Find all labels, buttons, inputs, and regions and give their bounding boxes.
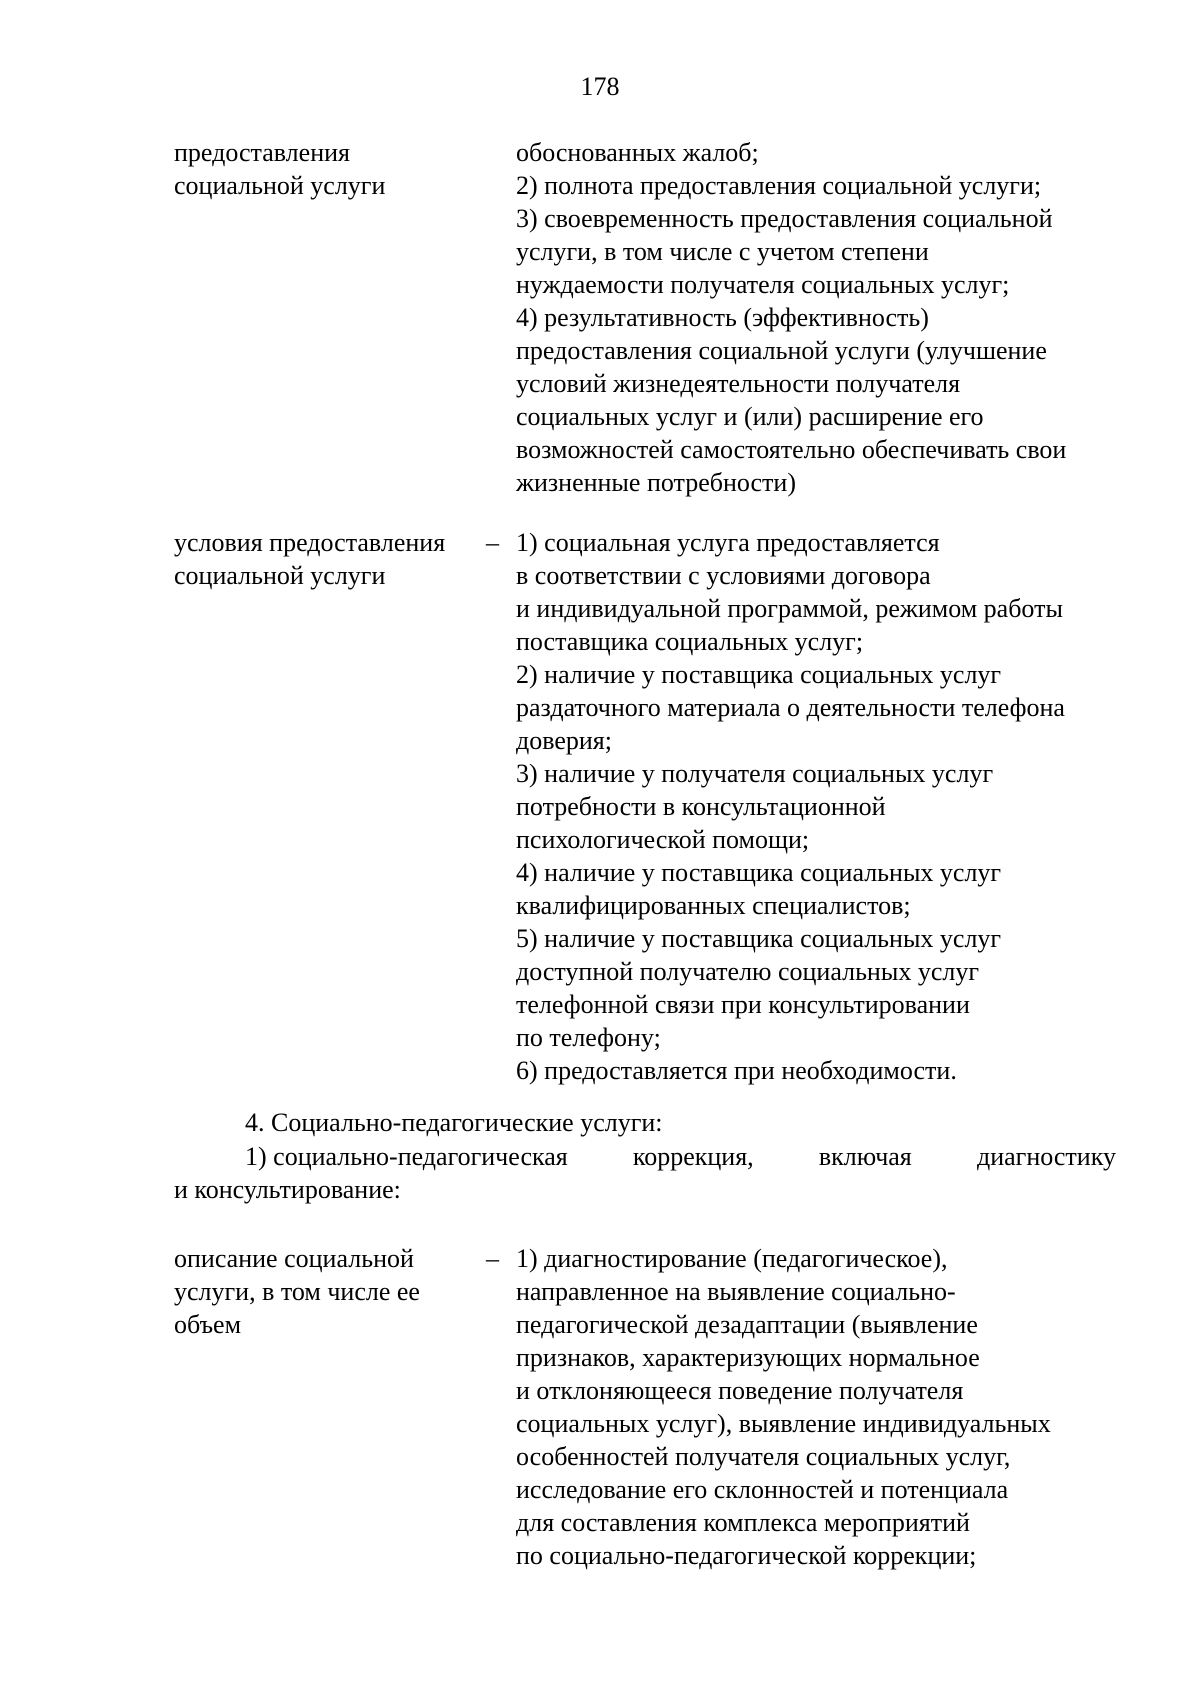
desc-line: социальных услуг), выявление индивидуальных <box>516 1409 1051 1438</box>
desc-line: направленное на выявление социально- <box>516 1277 956 1306</box>
term-line: социальной услуги <box>174 171 386 200</box>
term-line: условия предоставления <box>174 528 446 557</box>
desc-line: 1) социальная услуга предоставляется <box>516 528 940 557</box>
desc-line: признаков, характеризующих нормальное <box>516 1343 980 1372</box>
desc-line: услуги, в том числе с учетом степени <box>516 237 929 266</box>
desc-line: педагогической дезадаптации (выявление <box>516 1310 978 1339</box>
row-description <box>516 136 1136 499</box>
desc-line: квалифицированных специалистов; <box>516 891 911 920</box>
desc-line: психологической помощи; <box>516 825 810 854</box>
term-line: социальной услуги <box>174 561 386 590</box>
desc-line: предоставления социальной услуги (улучшение <box>516 336 1047 365</box>
desc-line: 2) полнота предоставления социальной услуги; <box>516 171 1042 200</box>
desc-line: 3) наличие у получателя социальных услуг <box>516 759 994 788</box>
subsection-title <box>174 1140 1116 1206</box>
row-term <box>174 1242 484 1341</box>
desc-line: 5) наличие у поставщика социальных услуг <box>516 924 1002 953</box>
desc-line: жизненные потребности) <box>516 468 796 497</box>
desc-line: особенностей получателя социальных услуг, <box>516 1442 1011 1471</box>
desc-line: обоснованных жалоб; <box>516 138 759 167</box>
term-line: услуги, в том числе ее <box>174 1277 420 1306</box>
subsection-first-line <box>174 1140 1116 1173</box>
desc-line: доступной получателю социальных услуг <box>516 957 979 986</box>
desc-line: поставщика социальных услуг; <box>516 627 864 656</box>
term-line: предоставления <box>174 138 350 167</box>
row-term <box>174 526 484 592</box>
desc-line: исследование его склонностей и потенциала <box>516 1475 1009 1504</box>
desc-line: нуждаемости получателя социальных услуг; <box>516 270 1010 299</box>
desc-line: по социально-педагогической коррекции; <box>516 1541 977 1570</box>
desc-line: 6) предоставляется при необходимости. <box>516 1056 957 1085</box>
row-dash: – <box>486 528 499 557</box>
term-line: описание социальной <box>174 1244 414 1273</box>
section-heading: 4. Социально-педагогические услуги: <box>245 1108 663 1137</box>
row-description <box>516 526 1136 1087</box>
desc-line: 3) своевременность предоставления социальной <box>516 204 1053 233</box>
desc-line: 1) диагностирование (педагогическое), <box>516 1244 948 1273</box>
subsection-word: коррекция, <box>632 1142 754 1171</box>
subsection-word: включая <box>818 1142 912 1171</box>
desc-line: по телефону; <box>516 1023 661 1052</box>
page-number: 178 <box>580 72 620 101</box>
subsection-word: 1) социально-педагогическая <box>245 1142 568 1171</box>
desc-line: 2) наличие у поставщика социальных услуг <box>516 660 1002 689</box>
desc-line: телефонной связи при консультировании <box>516 990 970 1019</box>
subsection-word: диагностику <box>976 1142 1116 1171</box>
subsection-second-line: и консультирование: <box>174 1175 401 1204</box>
row-description <box>516 1242 1136 1572</box>
desc-line: потребности в консультационной <box>516 792 886 821</box>
row-term <box>174 136 484 202</box>
desc-line: условий жизнедеятельности получателя <box>516 369 961 398</box>
desc-line: раздаточного материала о деятельности телефона <box>516 693 1065 722</box>
term-line: объем <box>174 1310 242 1339</box>
desc-line: 4) результативность (эффективность) <box>516 303 929 332</box>
desc-line: для составления комплекса мероприятий <box>516 1508 970 1537</box>
desc-line: в соответствии с условиями договора <box>516 561 931 590</box>
desc-line: возможностей самостоятельно обеспечивать свои <box>516 435 1067 464</box>
desc-line: и отклоняющееся поведение получателя <box>516 1376 964 1405</box>
desc-line: доверия; <box>516 726 612 755</box>
desc-line: и индивидуальной программой, режимом работы <box>516 594 1063 623</box>
desc-line: социальных услуг и (или) расширение его <box>516 402 984 431</box>
desc-line: 4) наличие у поставщика социальных услуг <box>516 858 1002 887</box>
row-dash: – <box>486 1244 499 1273</box>
